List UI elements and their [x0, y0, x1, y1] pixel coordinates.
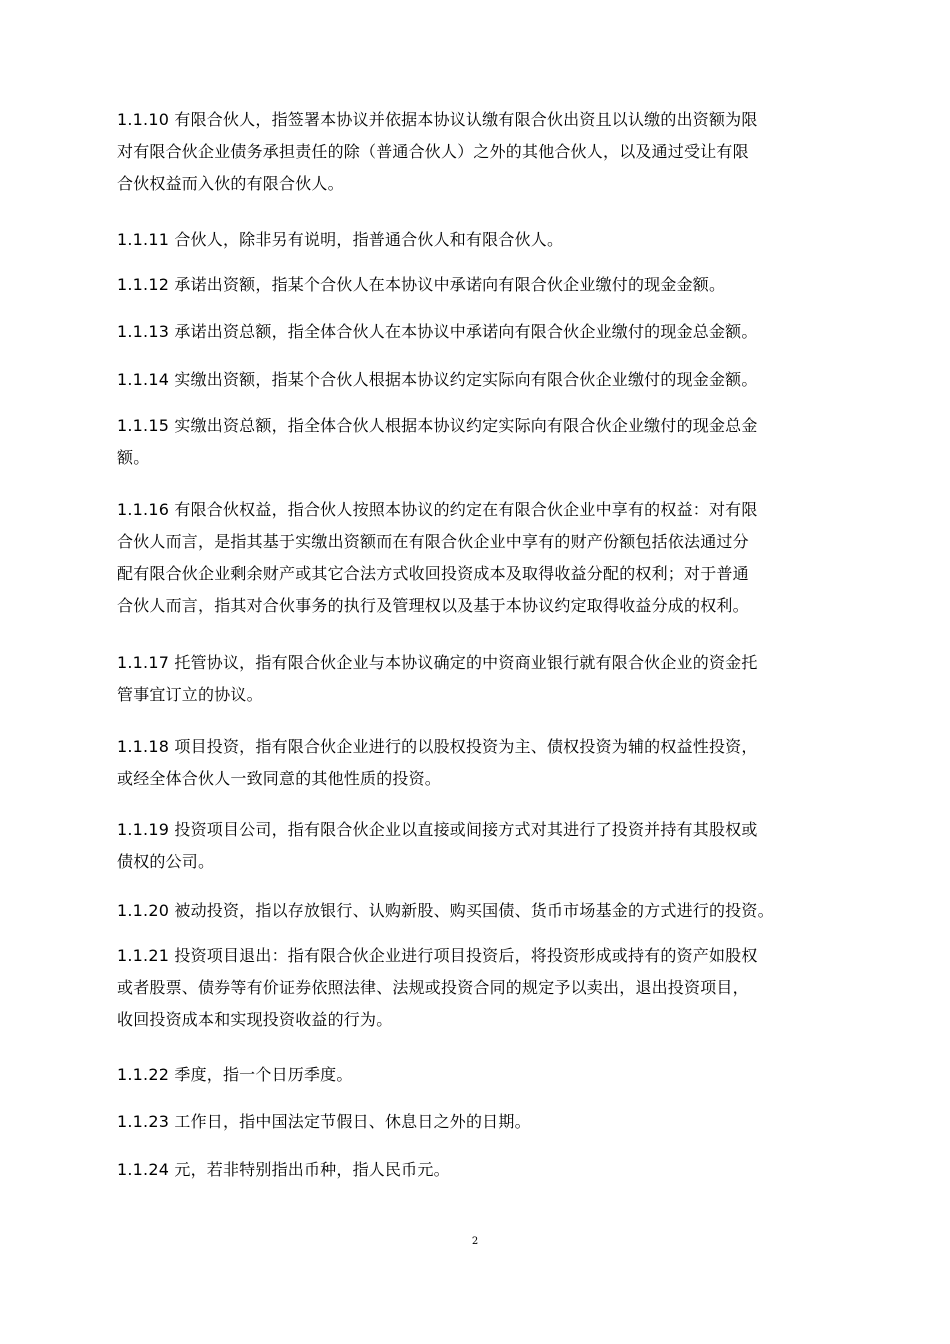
text-line: 1.1.18 项目投资，指有限合伙企业进行的以股权投资为主、债权投资为辅的权益性投资，	[117, 737, 758, 756]
text-line: 1.1.12 承诺出资额，指某个合伙人在本协议中承诺向有限合伙企业缴付的现金金额。	[117, 275, 726, 294]
text-line: 1.1.11 合伙人，除非另有说明，指普通合伙人和有限合伙人。	[117, 230, 564, 249]
definition-1-1-15	[117, 410, 829, 474]
definition-1-1-19	[117, 814, 829, 878]
text-line: 或者股票、债券等有价证券依照法律、法规或投资合同的规定予以卖出，退出投资项目，	[117, 978, 749, 997]
text-line: 1.1.24 元，若非特别指出币种，指人民币元。	[117, 1160, 450, 1179]
page-number: 2	[471, 1236, 479, 1247]
definition-1-1-16	[117, 494, 829, 622]
text-line: 合伙人而言，是指其基于实缴出资额而在有限合伙企业中享有的财产份额包括依法通过分	[117, 532, 749, 551]
text-line: 1.1.19 投资项目公司，指有限合伙企业以直接或间接方式对其进行了投资并持有其股权或	[117, 820, 758, 839]
text-line: 收回投资成本和实现投资收益的行为。	[117, 1010, 393, 1029]
text-line: 对有限合伙企业债务承担责任的除（普通合伙人）之外的其他合伙人，以及通过受让有限	[117, 142, 749, 161]
definition-1-1-22	[117, 1059, 829, 1091]
text-line: 或经全体合伙人一致同意的其他性质的投资。	[117, 769, 442, 788]
text-line: 1.1.17 托管协议，指有限合伙企业与本协议确定的中资商业银行就有限合伙企业的资金托	[117, 653, 758, 672]
definition-1-1-24	[117, 1154, 829, 1186]
definition-1-1-14	[117, 364, 829, 396]
text-line: 1.1.14 实缴出资额，指某个合伙人根据本协议约定实际向有限合伙企业缴付的现金金额。	[117, 370, 758, 389]
text-line: 1.1.13 承诺出资总额，指全体合伙人在本协议中承诺向有限合伙企业缴付的现金总金额。	[117, 322, 758, 341]
text-line: 合伙人而言，指其对合伙事务的执行及管理权以及基于本协议约定取得收益分成的权利。	[117, 596, 749, 615]
definition-1-1-20	[117, 895, 829, 927]
definition-1-1-12	[117, 269, 829, 301]
text-line: 债权的公司。	[117, 852, 215, 871]
text-line: 1.1.22 季度，指一个日历季度。	[117, 1065, 353, 1084]
definition-1-1-23	[117, 1106, 829, 1138]
text-line: 1.1.21 投资项目退出：指有限合伙企业进行项目投资后，将投资形成或持有的资产如股权	[117, 946, 758, 965]
text-line: 管事宜订立的协议。	[117, 685, 263, 704]
text-line: 1.1.23 工作日，指中国法定节假日、休息日之外的日期。	[117, 1112, 531, 1131]
definition-1-1-18	[117, 731, 829, 795]
definition-1-1-11	[117, 224, 829, 256]
definition-1-1-21	[117, 940, 829, 1036]
text-line: 1.1.15 实缴出资总额，指全体合伙人根据本协议约定实际向有限合伙企业缴付的现金总金	[117, 416, 758, 435]
text-line: 1.1.20 被动投资，指以存放银行、认购新股、购买国债、货币市场基金的方式进行的投资。	[117, 901, 774, 920]
definition-1-1-13	[117, 316, 829, 348]
text-line: 1.1.10 有限合伙人，指签署本协议并依据本协议认缴有限合伙出资且以认缴的出资额为限	[117, 110, 758, 129]
text-line: 1.1.16 有限合伙权益，指合伙人按照本协议的约定在有限合伙企业中享有的权益：对有限	[117, 500, 758, 519]
definition-1-1-10	[117, 104, 829, 200]
text-line: 合伙权益而入伙的有限合伙人。	[117, 174, 344, 193]
text-line: 配有限合伙企业剩余财产或其它合法方式收回投资成本及取得收益分配的权利；对于普通	[117, 564, 749, 583]
text-line: 额。	[117, 448, 150, 467]
definition-1-1-17	[117, 647, 829, 711]
